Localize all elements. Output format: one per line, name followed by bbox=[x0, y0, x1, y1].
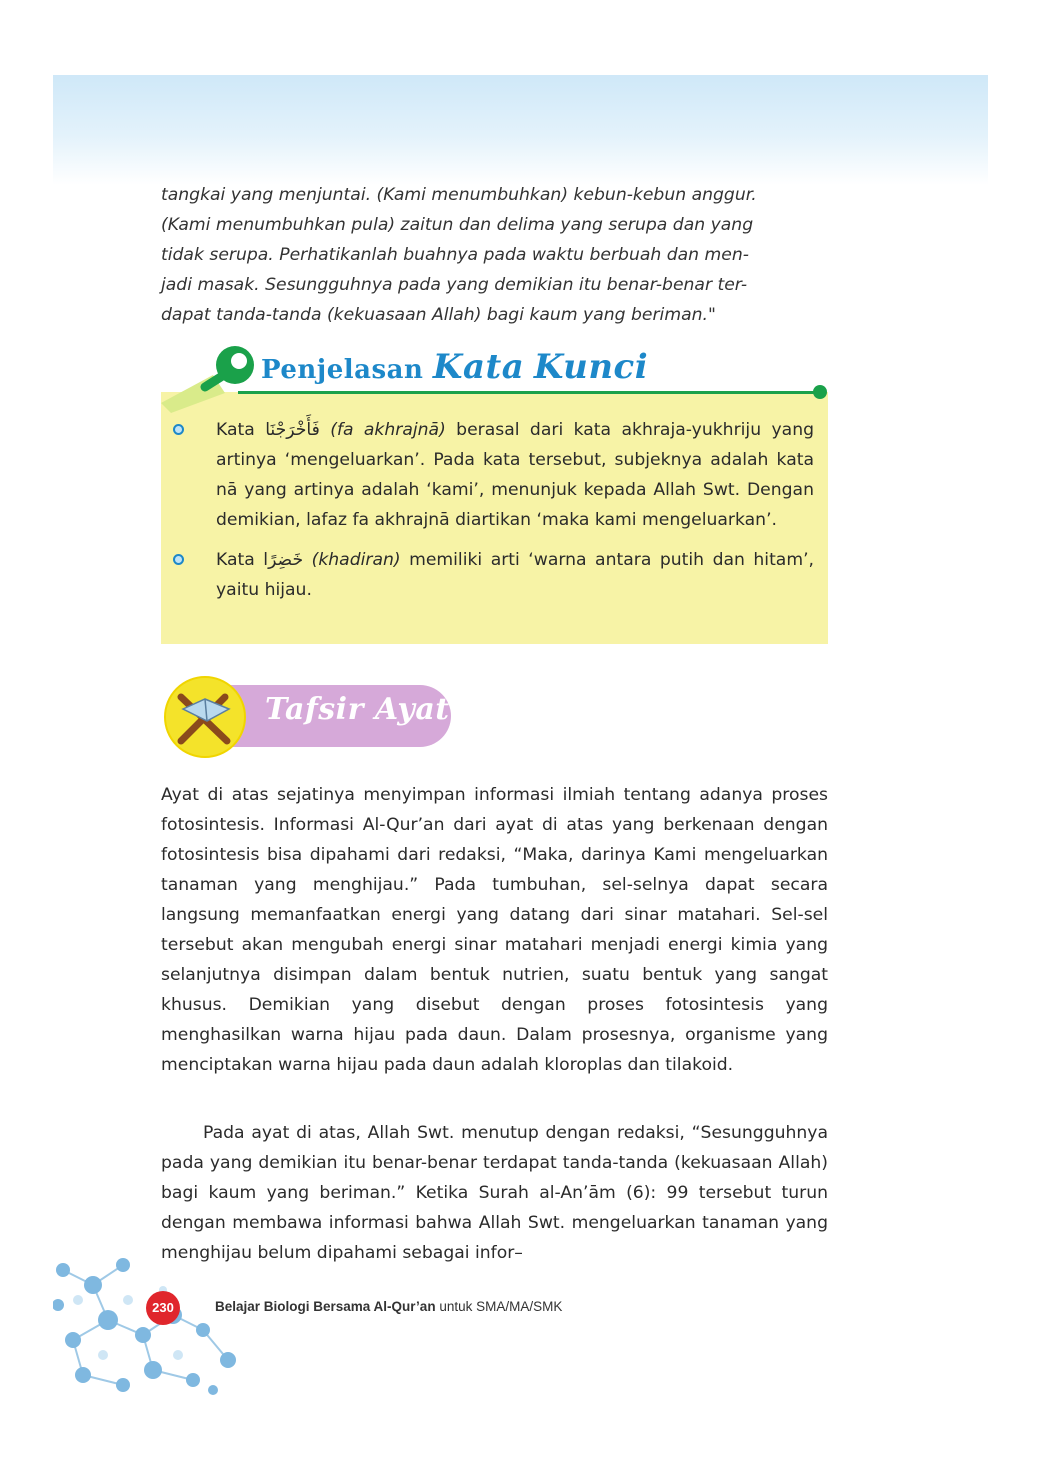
page-number-badge: 230 bbox=[146, 1291, 180, 1325]
quote-line: jadi masak. Sesungguhnya pada yang demikian itu benar-benar ter- bbox=[161, 275, 748, 295]
keyword-title-underline bbox=[238, 391, 823, 394]
header-band bbox=[53, 75, 988, 185]
keyword-section-title bbox=[261, 347, 648, 387]
verse-translation bbox=[161, 180, 828, 330]
title-word: Penjelasan bbox=[261, 355, 424, 385]
keyword-prefix: Kata bbox=[216, 420, 255, 440]
keyword-list bbox=[161, 415, 828, 615]
magnifier-icon bbox=[153, 343, 263, 413]
keyword-item bbox=[161, 415, 828, 535]
title-word: Kunci bbox=[533, 347, 649, 387]
tafsir-body bbox=[161, 780, 828, 1080]
arabic-word: فَأَخْرَجْنَا bbox=[265, 420, 320, 440]
bullet-icon bbox=[173, 424, 184, 435]
quote-line: tangkai yang menjuntai. (Kami menumbuhkan) kebun-kebun anggur. bbox=[161, 185, 757, 205]
transliteration: (fa akhrajnā) bbox=[330, 420, 446, 440]
keyword-item bbox=[161, 545, 828, 605]
molecule-decoration bbox=[53, 1245, 253, 1402]
paragraph: Ayat di atas sejatinya menyimpan informasi ilmiah tentang adanya proses fotosintesis. Informasi Al-Qur’an dari ayat di atas yang berkenaan dengan fotosintesis bisa dipahami dari redaksi, “Maka, darinya Kami mengeluarkan tanaman yang menghijau.” Pada tumbuhan, sel-selnya dapat secara langsung memanfaatkan energi yang datang dari sinar matahari. Sel-sel tersebut akan mengubah energi sinar matahari menjadi energi kimia yang selanjutnya disimpan dalam bentuk nutrien, suatu bentuk yang sangat khusus. Demikian yang disebut dengan proses fotosintesis yang menghasilkan warna hijau pada daun. Dalam prosesnya, organisme yang menciptakan warna hijau pada daun adalah kloroplas dan tilakoid. bbox=[161, 785, 828, 1075]
title-word: Kata bbox=[432, 347, 525, 387]
keyword-definition: memiliki arti ‘warna antara putih dan hitam’, yaitu hijau. bbox=[216, 550, 815, 600]
arabic-word: خَضِرًا bbox=[263, 550, 304, 570]
transliteration: (khadiran) bbox=[311, 550, 401, 570]
book-audience: untuk SMA/MA/SMK bbox=[439, 1299, 563, 1314]
book-page bbox=[53, 75, 988, 1402]
quote-line: (Kami menumbuhkan pula) zaitun dan delima yang serupa dan yang bbox=[161, 215, 754, 235]
quote-line: tidak serupa. Perhatikanlah buahnya pada waktu berbuah dan men- bbox=[161, 245, 749, 265]
quran-stand-icon bbox=[163, 675, 247, 759]
tafsir-body-continued bbox=[161, 1118, 828, 1268]
book-title: Belajar Biologi Bersama Al-Qur’an bbox=[215, 1299, 436, 1314]
keyword-prefix: Kata bbox=[216, 550, 255, 570]
quote-line: dapat tanda-tanda (kekuasaan Allah) bagi kaum yang beriman." bbox=[161, 305, 716, 325]
paragraph: Pada ayat di atas, Allah Swt. menutup dengan redaksi, “Sesungguhnya pada yang demikian itu benar-benar terdapat tanda-tanda (kekuasaan Allah) bagi kaum yang beriman.” Ketika Surah al-An’ām (6): 99 tersebut turun dengan membawa informasi bahwa Allah Swt. mengeluarkan tanaman yang menghijau belum dipahami sebagai infor– bbox=[161, 1123, 828, 1263]
bullet-icon bbox=[173, 554, 184, 565]
keyword-definition: berasal dari kata akhraja-yukhriju yang artinya ‘mengeluarkan’. Pada kata tersebut, subjeknya adalah kata nā yang artinya adalah ‘kami’, menunjuk kepada Allah Swt. Dengan demikian, lafaz fa akhrajnā diartikan ‘maka kami mengeluarkan’. bbox=[216, 420, 814, 530]
underline-end-dot bbox=[813, 385, 827, 399]
running-footer bbox=[215, 1299, 562, 1314]
tafsir-section-title: Tafsir Ayat bbox=[265, 692, 450, 727]
